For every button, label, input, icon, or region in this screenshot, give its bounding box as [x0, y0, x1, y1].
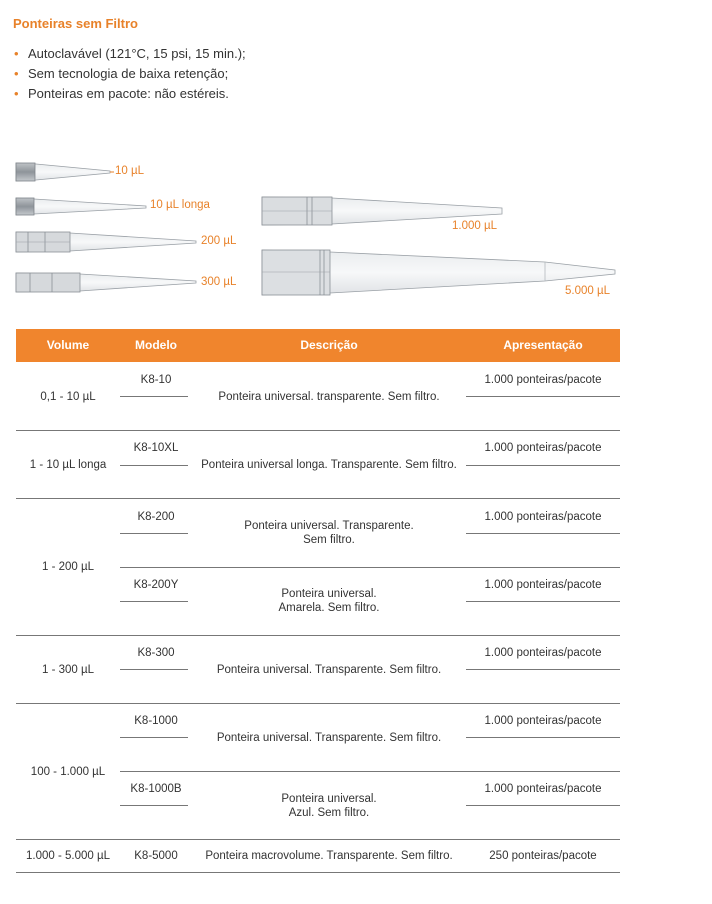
tip-10ul-long [16, 198, 146, 215]
row-divider [120, 669, 188, 670]
row-divider [16, 635, 620, 636]
tip-label-5000ul: 5.000 µL [565, 285, 610, 297]
table-header [16, 329, 620, 362]
table-cell-apresentacao: 1.000 ponteiras/pacote [484, 715, 602, 727]
feature-text: Autoclavável (121°C, 15 psi, 15 min.); [28, 46, 246, 61]
row-divider [120, 396, 188, 397]
tip-label-10ul-long: 10 µL longa [150, 199, 210, 211]
row-divider [466, 737, 620, 738]
row-divider [120, 465, 188, 466]
table-cell-descricao: Ponteira universal longa. Transparente. Sem filtro. [201, 459, 457, 471]
row-divider [466, 396, 620, 397]
header-volume: Volume [46, 338, 90, 352]
row-divider [120, 533, 188, 534]
table-cell-apresentacao: 1.000 ponteiras/pacote [484, 442, 602, 454]
table-cell-volume: 1 - 200 µL [41, 561, 95, 573]
table-cell-modelo: K8-300 [137, 647, 175, 659]
row-divider [16, 430, 620, 431]
tip-10ul [16, 163, 114, 181]
row-divider [466, 533, 620, 534]
table-cell-volume: 0,1 - 10 µL [40, 391, 96, 403]
table-cell-volume: 1 - 10 µL longa [29, 459, 107, 471]
row-divider [120, 567, 620, 568]
table-cell-descricao: Ponteira universal. Transparente. Sem filtro. [216, 732, 442, 744]
tip-label-1000ul: 1.000 µL [452, 220, 497, 232]
row-divider [120, 805, 188, 806]
table-cell-apresentacao: 1.000 ponteiras/pacote [484, 511, 602, 523]
tip-300ul [16, 273, 196, 292]
header-apresentacao: Apresentação [503, 338, 583, 352]
table-cell-apresentacao: 1.000 ponteiras/pacote [484, 647, 602, 659]
bullet-icon: • [14, 66, 19, 81]
table-cell-apresentacao: 1.000 ponteiras/pacote [484, 579, 602, 591]
table-cell-descricao-line2: Azul. Sem filtro. [288, 807, 370, 819]
row-divider [120, 737, 188, 738]
tip-label-300ul: 300 µL [201, 276, 237, 288]
table-cell-modelo: K8-5000 [134, 850, 178, 862]
row-divider [16, 703, 620, 704]
section-title: Ponteiras sem Filtro [13, 16, 138, 31]
row-divider [16, 839, 620, 840]
row-divider [16, 872, 620, 873]
pipette-tips-illustration [0, 0, 712, 320]
table-cell-apresentacao: 1.000 ponteiras/pacote [484, 374, 602, 386]
bullet-icon: • [14, 86, 19, 101]
row-divider [16, 498, 620, 499]
table-cell-volume: 100 - 1.000 µL [30, 766, 106, 778]
row-divider [466, 465, 620, 466]
row-divider [120, 601, 188, 602]
table-cell-apresentacao: 1.000 ponteiras/pacote [484, 783, 602, 795]
header-descricao: Descrição [300, 338, 358, 352]
table-cell-modelo: K8-10 [140, 374, 172, 386]
table-cell-apresentacao: 250 ponteiras/pacote [489, 850, 597, 862]
bullet-icon: • [14, 46, 19, 61]
table-cell-volume: 1.000 - 5.000 µL [26, 850, 110, 862]
table-cell-descricao-line1: Ponteira universal. [281, 588, 377, 600]
table-cell-volume: 1 - 300 µL [41, 664, 95, 676]
feature-text: Sem tecnologia de baixa retenção; [28, 66, 229, 81]
table-cell-descricao: Ponteira universal. Transparente. Sem filtro. [216, 664, 442, 676]
row-divider [466, 601, 620, 602]
table-cell-descricao-line1: Ponteira universal. Transparente. [244, 520, 414, 532]
feature-text: Ponteiras em pacote: não estéreis. [28, 86, 229, 101]
tip-label-200ul: 200 µL [201, 235, 237, 247]
table-cell-descricao: Ponteira macrovolume. Transparente. Sem filtro. [205, 850, 453, 862]
tip-200ul [16, 232, 196, 252]
table-cell-descricao-line2: Amarela. Sem filtro. [278, 602, 380, 614]
tip-5000ul [262, 250, 615, 295]
tip-label-10ul: 10 µL [115, 165, 145, 177]
table-cell-modelo: K8-200Y [133, 579, 179, 591]
table-cell-descricao-line1: Ponteira universal. [281, 793, 377, 805]
row-divider [466, 805, 620, 806]
product-table [16, 329, 620, 873]
table-cell-modelo: K8-200 [137, 511, 175, 523]
row-divider [466, 669, 620, 670]
table-cell-modelo: K8-1000B [130, 783, 182, 795]
table-cell-modelo: K8-10XL [133, 442, 179, 454]
table-cell-modelo: K8-1000 [134, 715, 178, 727]
table-cell-descricao-line2: Sem filtro. [303, 534, 355, 546]
row-divider [120, 771, 620, 772]
table-cell-descricao: Ponteira universal. transparente. Sem filtro. [218, 391, 440, 403]
header-modelo: Modelo [135, 338, 177, 352]
